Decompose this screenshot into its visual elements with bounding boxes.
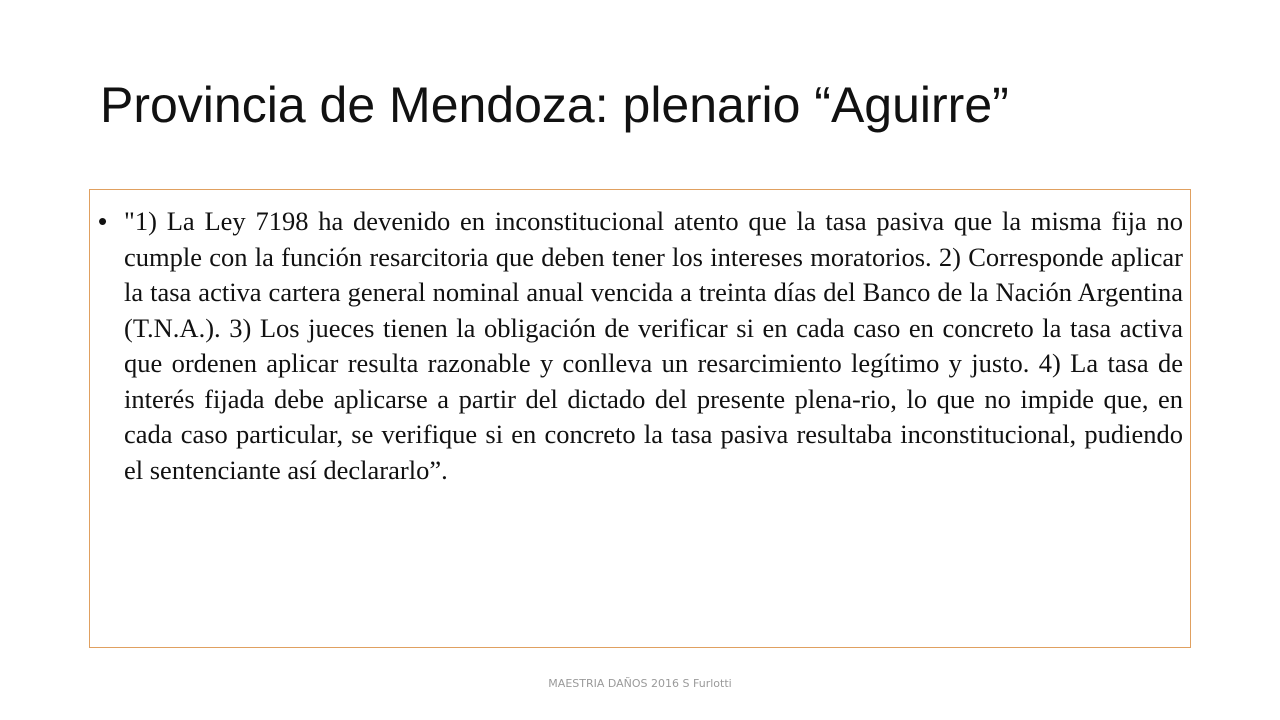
slide-title: Provincia de Mendoza: plenario “Aguirre” bbox=[100, 77, 1009, 133]
bullet-marker: • bbox=[98, 206, 108, 236]
footer-text: MAESTRIA DAÑOS 2016 S Furlotti bbox=[548, 677, 732, 690]
content-box bbox=[89, 189, 1191, 648]
body-paragraph: "1) La Ley 7198 ha devenido en inconstitucional atento que la tasa pasiva que la misma fija no cumple con la función resarcitoria que deben tener los intereses moratorios. 2) Corresponde aplicar la tasa activa cartera general nominal anual vencida a treinta días del Banco de la Nación Argentina (T.N.A.). 3) Los jueces tienen la obligación de verificar si en cada caso en concreto la tasa activa que ordenen aplicar resulta razonable y conlleva un resarcimiento legítimo y justo. 4) La tasa de interés fijada debe aplicarse a partir del dictado del presente plena-rio, lo que no impide que, en cada caso particular, se verifique si en concreto la tasa pasiva resultaba inconstitucional, pudiendo el sentenciante así declararlo”. bbox=[124, 206, 1183, 485]
